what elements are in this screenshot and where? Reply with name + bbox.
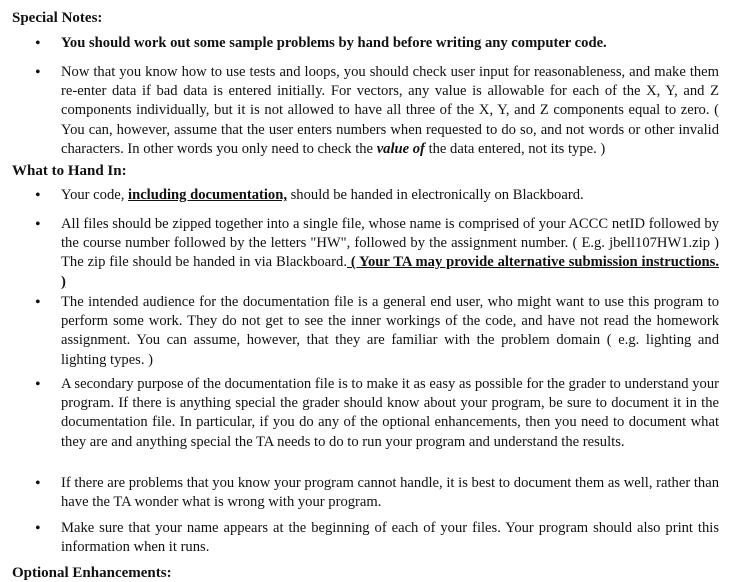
hand-in-zip-files xyxy=(61,215,719,292)
hand-in-known-problems: If there are problems that you know your program cannot handle, it is best to document them as well, rather than have the TA wonder what is wrong with your program. xyxy=(61,475,719,511)
hand-in-heading: What to Hand In: xyxy=(12,163,127,179)
underlined-ta-instructions: ( Your TA may provide alternative submission instructions. ) xyxy=(61,254,719,290)
bullet-icon: • xyxy=(35,216,41,233)
bullet-icon: • xyxy=(35,520,41,537)
text-run: the data entered, not its type. ) xyxy=(424,140,606,157)
emphasis-value-of: value of xyxy=(376,140,425,157)
hand-in-code xyxy=(61,186,719,205)
text-run: should be handed in electronically on Blackboard. xyxy=(286,187,584,203)
special-notes-heading: Special Notes: xyxy=(12,10,103,26)
hand-in-name-on-files: Make sure that your name appears at the beginning of each of your files. Your program should also print this information when it runs. xyxy=(61,520,719,556)
bullet-icon: • xyxy=(35,35,41,52)
special-note-work-by-hand: You should work out some sample problems by hand before writing any computer code. xyxy=(61,35,607,51)
text-run: Now that you know how to use tests and loops, you should check user input for reasonableness, and make them re-enter data if bad data is entered initially. For vectors, any value is allowable for each of the X, Y, and Z components individually, but it is not allowed to have all three of the X, Y, and Z components equal to zero. ( You can, however, assume that the user enters numbers when requested to do so, and not words or other invalid characters. In other words you only need to check the xyxy=(61,64,719,157)
bullet-icon: • xyxy=(35,376,41,393)
optional-enhancements-heading: Optional Enhancements: xyxy=(12,565,172,581)
bullet-icon: • xyxy=(35,187,41,204)
special-note-input-validation xyxy=(61,63,719,159)
hand-in-audience: The intended audience for the documentation file is a general end user, who might want to use this program to perform some work. They do not get to see the inner workings of the code, and have not read the homework assignment. You can assume, however, that they are familiar with the problem domain ( e.g. lighting and lighting types. ) xyxy=(61,294,719,368)
hand-in-grader-purpose: A secondary purpose of the documentation file is to make it as easy as possible for the grader to understand your program. If there is anything special the grader should know about your program, be sure to document it in the documentation file. In particular, if you do any of the optional enhancements, then you need to document what they are and anything special the TA needs to do to run your program and understand the results. xyxy=(61,376,719,450)
text-run: All files should be zipped together into a single file, whose name is comprised of your ACCC netID followed by the course number followed by the letters "HW", followed by the assignment number. ( E.g. jbell107HW1.zip ) The zip file should be handed in via Blackboard. xyxy=(61,216,719,271)
underlined-including-documentation: including documentation, xyxy=(128,187,287,203)
bullet-icon: • xyxy=(35,294,41,311)
bullet-icon: • xyxy=(35,475,41,492)
text-run: Your code, xyxy=(61,187,129,203)
bullet-icon: • xyxy=(35,64,41,81)
